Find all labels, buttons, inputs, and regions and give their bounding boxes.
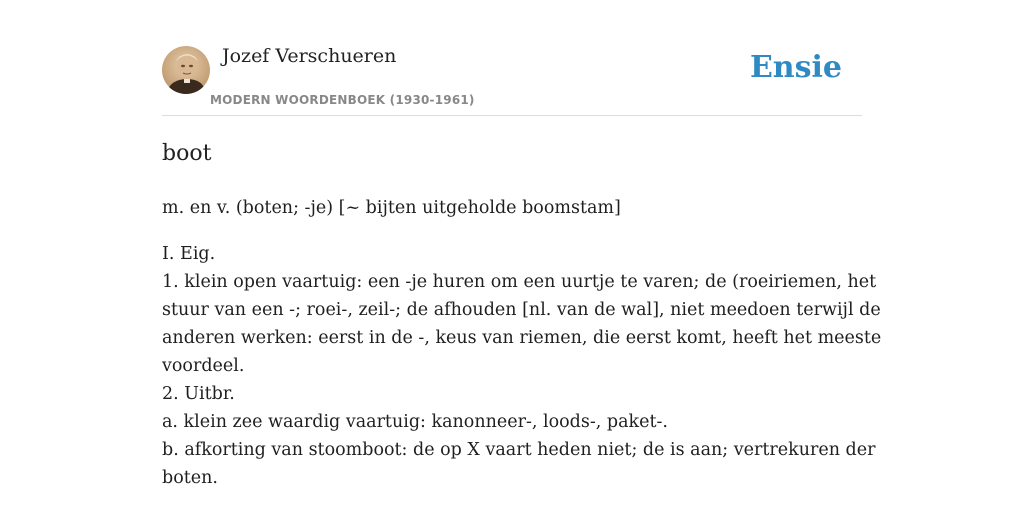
author-avatar[interactable] (162, 46, 210, 94)
definition-line: b. afkorting van stoomboot: de op X vaart heden niet; de is aan; vertrekuren der (162, 440, 876, 460)
definition-line: stuur van een -; roei-, zeil-; de afhouden [nl. van de wal], niet meedoen terwijl de (162, 300, 881, 320)
source-dictionary[interactable]: MODERN WOORDENBOEK (1930-1961) (210, 93, 475, 107)
portrait-image (162, 46, 210, 94)
entry-definition (162, 240, 882, 492)
ensie-logo[interactable]: Ensie (749, 50, 842, 85)
definition-line: anderen werken: eerst in de -, keus van riemen, die eerst komt, heeft het meeste (162, 328, 882, 348)
definition-line: I. Eig. (162, 244, 216, 264)
entry-grammar: m. en v. (boten; -je) [~ bijten uitgeholde boomstam] (162, 198, 621, 218)
definition-line: 1. klein open vaartuig: een -je huren om een uurtje te varen; de (roeiriemen, het (162, 272, 877, 292)
definition-line: voordeel. (162, 356, 245, 376)
definition-line: 2. Uitbr. (162, 384, 235, 404)
header (162, 0, 862, 116)
definition-line: a. klein zee waardig vaartuig: kanonneer-, loods-, paket-. (162, 412, 668, 432)
author-name[interactable]: Jozef Verschueren (222, 45, 397, 67)
entry-term: boot (162, 141, 212, 166)
definition-line: boten. (162, 468, 218, 488)
